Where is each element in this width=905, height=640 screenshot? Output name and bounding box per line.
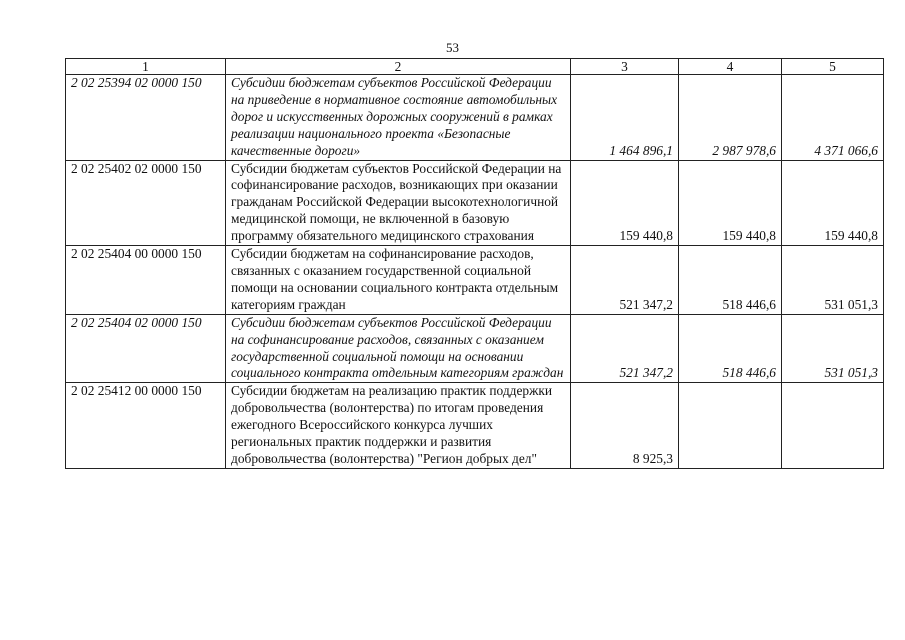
row-value-col4: 518 446,6 (679, 314, 782, 383)
row-code: 2 02 25404 02 0000 150 (66, 314, 226, 383)
row-value-col4: 2 987 978,6 (679, 75, 782, 161)
row-description: Субсидии бюджетам субъектов Российской Федерации на софинансирование расходов, связанных с оказанием государственной социальной помощи на основании социального контракта отдельным категориям граждан (226, 314, 571, 383)
table-row (66, 246, 884, 315)
row-value-col3: 521 347,2 (571, 314, 679, 383)
row-value-col5: 531 051,3 (782, 246, 884, 315)
row-value-col4: 518 446,6 (679, 246, 782, 315)
row-description: Субсидии бюджетам субъектов Российской Федерации на приведение в нормативное состояние автомобильных дорог и искусственных дорожных сооружений в рамках реализации национального проекта «Безопасные качественные дороги» (226, 75, 571, 161)
header-col-2: 2 (226, 59, 571, 75)
row-description: Субсидии бюджетам на софинансирование расходов, связанных с оказанием государственной социальной помощи на основании социального контракта отдельным категориям граждан (226, 246, 571, 315)
header-col-4: 4 (679, 59, 782, 75)
row-value-col3: 1 464 896,1 (571, 75, 679, 161)
row-description: Субсидии бюджетам субъектов Российской Федерации на софинансирование расходов, возникающих при оказании гражданам Российской Федерации высокотехнологичной медицинской помощи, не включенной в базовую программу обязательного медицинского страхования (226, 160, 571, 246)
row-code: 2 02 25404 00 0000 150 (66, 246, 226, 315)
row-code: 2 02 25402 02 0000 150 (66, 160, 226, 246)
row-description: Субсидии бюджетам на реализацию практик поддержки добровольчества (волонтерства) по итогам проведения ежегодного Всероссийского конкурса лучших региональных практик поддержки и развития добровольчества (волонтерства) "Регион добрых дел" (226, 383, 571, 469)
table-row (66, 160, 884, 246)
row-value-col3: 159 440,8 (571, 160, 679, 246)
row-value-col5 (782, 383, 884, 469)
header-row (66, 59, 884, 75)
row-value-col3: 8 925,3 (571, 383, 679, 469)
row-code: 2 02 25394 02 0000 150 (66, 75, 226, 161)
row-value-col5: 159 440,8 (782, 160, 884, 246)
row-value-col5: 531 051,3 (782, 314, 884, 383)
row-value-col3: 521 347,2 (571, 246, 679, 315)
row-value-col4 (679, 383, 782, 469)
table-row (66, 383, 884, 469)
budget-table (65, 58, 884, 469)
page-number: 53 (446, 40, 459, 55)
row-code: 2 02 25412 00 0000 150 (66, 383, 226, 469)
header-col-1: 1 (66, 59, 226, 75)
header-col-5: 5 (782, 59, 884, 75)
table-row (66, 75, 884, 161)
row-value-col5: 4 371 066,6 (782, 75, 884, 161)
table-row (66, 314, 884, 383)
row-value-col4: 159 440,8 (679, 160, 782, 246)
header-col-3: 3 (571, 59, 679, 75)
